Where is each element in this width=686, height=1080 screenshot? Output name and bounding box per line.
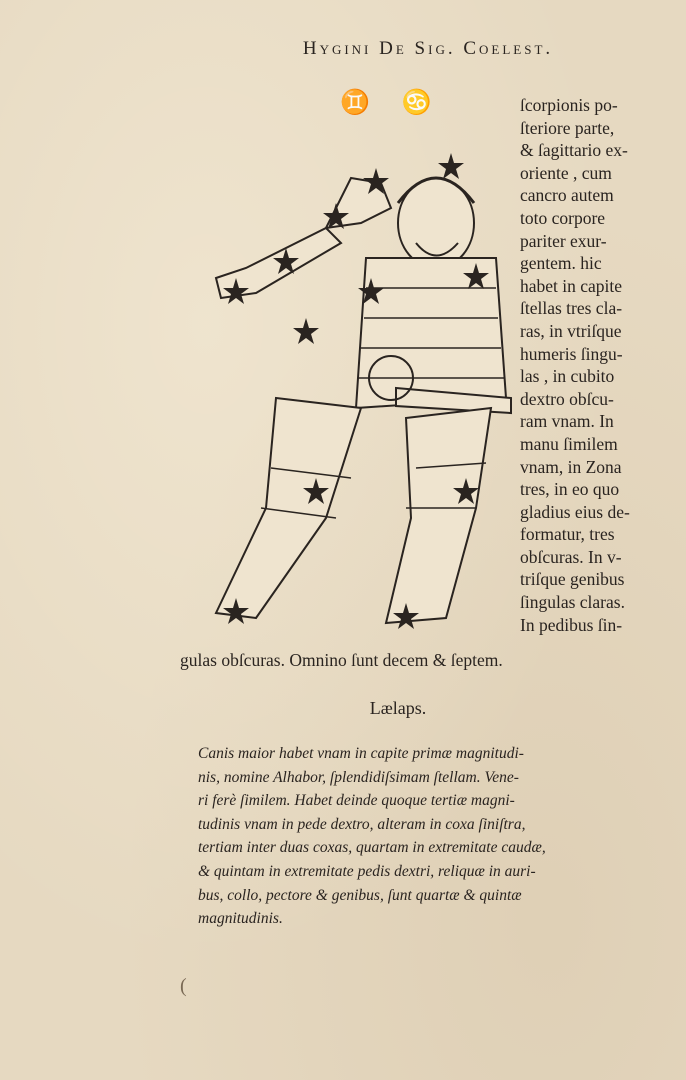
- text-line: ſingulas claras.: [520, 592, 625, 613]
- cancer-glyph: ♋: [401, 90, 432, 116]
- italic-line: nis, nomine Alhabor, ſplendidiſsimam ſtellam. Vene-: [198, 768, 519, 786]
- text-line: vnam, in Zona: [520, 456, 622, 477]
- text-line: ſteriore parte,: [520, 117, 615, 138]
- italic-line: tertiam inter duas coxas, quartam in extremitate caudæ,: [198, 839, 546, 857]
- text-line: manu ſimilem: [520, 433, 618, 454]
- text-line: toto corpore: [520, 207, 606, 228]
- text-line: ſcorpionis po-: [520, 95, 618, 115]
- right-column-text: [520, 94, 680, 636]
- text-line: tres, in eo quo: [520, 479, 620, 500]
- italic-line: ri ferè ſimilem. Habet deinde quoque tertiæ magni-: [198, 792, 515, 810]
- italic-line: Canis maior habet vnam in capite primæ magnitudi-: [198, 745, 524, 762]
- gemini-glyph: ♊: [340, 90, 370, 116]
- text-line: & ſagittario ex-: [520, 140, 628, 161]
- italic-line: magnitudinis.: [198, 910, 283, 928]
- text-line: las , in cubito: [520, 366, 615, 387]
- text-line: dextro obſcu-: [520, 388, 614, 409]
- text-line: gladius eius de-: [520, 501, 630, 522]
- text-line: formatur, tres: [520, 524, 615, 545]
- italic-paragraph: [198, 742, 648, 931]
- woodcut-figure-icon: [176, 148, 521, 653]
- italic-line: bus, collo, pectore & genibus, ſunt quartæ & quintæ: [198, 886, 522, 904]
- text-line: ras, in vtriſque: [520, 320, 622, 341]
- text-line: ſtellas tres cla-: [520, 298, 623, 319]
- continuation-line: gulas obſcuras. Omnino ſunt decem & ſeptem.: [180, 650, 503, 670]
- running-head: Hygini De Sig. Coelest.: [302, 38, 554, 59]
- text-line: humeris ſingu-: [520, 343, 623, 364]
- text-line: gentem. hic: [520, 253, 602, 274]
- text-line: ram vnam. In: [520, 411, 614, 432]
- text-line: pariter exur-: [520, 230, 607, 251]
- zodiac-signs: [340, 88, 458, 117]
- italic-line: tudinis vnam in pede dextro, alteram in coxa ſiniſtra,: [198, 815, 526, 833]
- text-line: obſcuras. In v-: [520, 546, 622, 567]
- text-line: cancro autem: [520, 185, 614, 206]
- italic-line: & quintam in extremitate pedis dextri, reliquæ in auri-: [198, 862, 536, 880]
- text-line: In pedibus ſin-: [520, 614, 623, 635]
- margin-mark-icon: (: [180, 975, 187, 997]
- section-title: Lælaps.: [369, 698, 427, 718]
- text-line: triſque genibus: [520, 569, 625, 590]
- text-line: habet in capite: [520, 275, 623, 296]
- text-line: oriente , cum: [520, 162, 612, 183]
